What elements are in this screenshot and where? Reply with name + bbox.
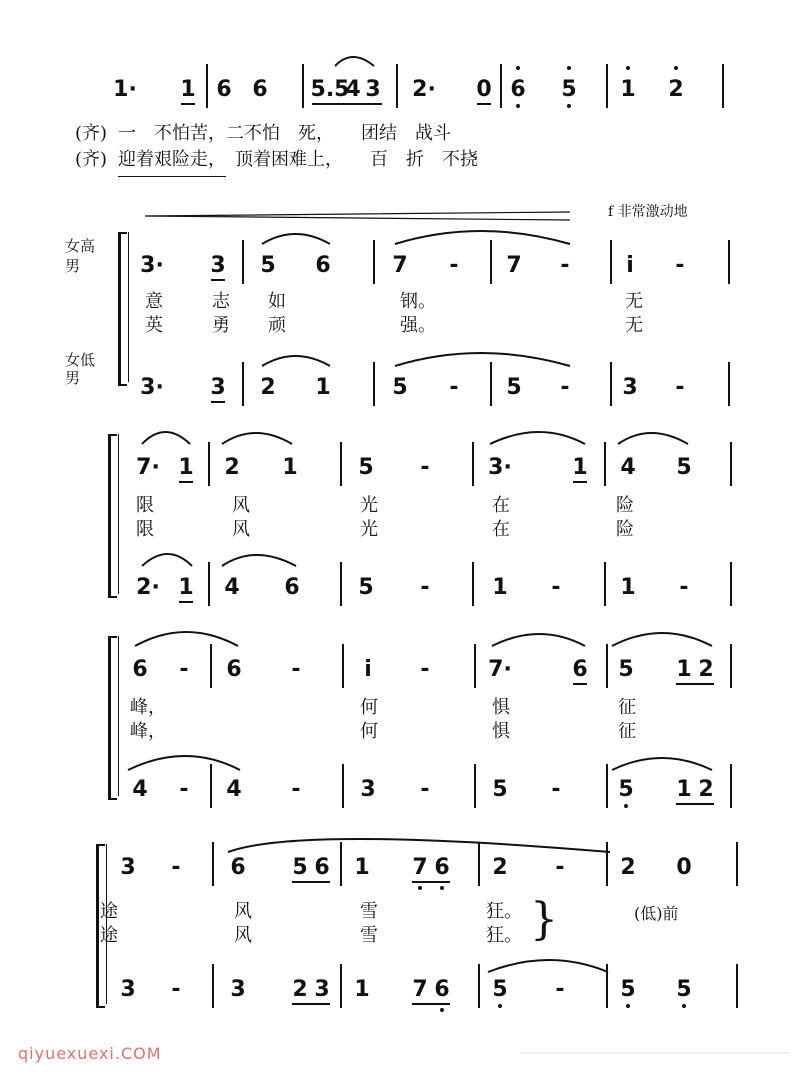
barline bbox=[340, 562, 342, 606]
underline bbox=[211, 279, 225, 281]
note: 6 bbox=[252, 77, 268, 102]
note: - bbox=[560, 375, 570, 400]
barline bbox=[206, 64, 208, 108]
slur bbox=[135, 632, 238, 646]
note: 3· bbox=[488, 455, 512, 480]
barline bbox=[730, 644, 732, 688]
barline bbox=[500, 64, 502, 108]
lyric: 顽 bbox=[268, 315, 286, 336]
note: 5 bbox=[620, 977, 636, 1002]
note: 5 bbox=[358, 455, 374, 480]
note: 4 bbox=[132, 777, 148, 802]
barline bbox=[472, 442, 474, 486]
high-dot bbox=[674, 66, 678, 70]
barline bbox=[490, 240, 492, 284]
note: 4 bbox=[345, 77, 361, 102]
note: 1 bbox=[492, 575, 508, 600]
barline bbox=[610, 240, 612, 284]
lyric: 光 bbox=[360, 495, 378, 516]
lyric: 惧 bbox=[492, 697, 510, 718]
note: 3 bbox=[120, 855, 136, 880]
high-dot bbox=[626, 66, 630, 70]
system-bracket bbox=[118, 232, 127, 386]
note: - bbox=[420, 777, 430, 802]
underline bbox=[211, 401, 225, 403]
lyric: 意 bbox=[145, 291, 163, 312]
barline bbox=[210, 764, 212, 808]
note: 7 bbox=[506, 253, 522, 278]
barline bbox=[606, 644, 608, 688]
part-label-bottom: 女低 bbox=[65, 351, 96, 369]
slur bbox=[222, 433, 292, 444]
note: 1 bbox=[354, 855, 370, 880]
underline bbox=[573, 481, 587, 483]
lyric: 途 bbox=[100, 901, 118, 922]
note: - bbox=[420, 657, 430, 682]
note: 5 bbox=[292, 855, 308, 880]
note: 2 bbox=[260, 375, 276, 400]
underline bbox=[477, 103, 491, 105]
lyric: 险 bbox=[616, 519, 634, 540]
note: 6 bbox=[314, 855, 330, 880]
lyric: 风 bbox=[232, 495, 250, 516]
note: 7 bbox=[412, 855, 428, 880]
barline bbox=[490, 362, 492, 406]
note: - bbox=[420, 455, 430, 480]
note: 1 bbox=[620, 77, 636, 102]
part-label-top: 女高 bbox=[65, 237, 96, 255]
note: 6 bbox=[434, 977, 450, 1002]
low-dot bbox=[498, 1004, 502, 1008]
note: 6 bbox=[510, 77, 526, 102]
barline bbox=[396, 64, 398, 108]
lyric: 志 bbox=[212, 291, 230, 312]
slur bbox=[492, 634, 585, 646]
note: - bbox=[679, 575, 689, 600]
barline bbox=[242, 240, 244, 284]
barline bbox=[210, 644, 212, 688]
note: 1· bbox=[113, 77, 137, 102]
barline bbox=[606, 964, 608, 1008]
system-bracket bbox=[108, 636, 117, 800]
note: - bbox=[171, 977, 181, 1002]
note: 2 bbox=[292, 977, 308, 1002]
lyric: 何 bbox=[360, 697, 378, 718]
lyric: 途 bbox=[100, 925, 118, 946]
underline bbox=[344, 103, 382, 105]
system-line bbox=[118, 636, 119, 796]
lyric: 风 bbox=[232, 519, 250, 540]
slur bbox=[128, 756, 240, 770]
note: - bbox=[449, 375, 459, 400]
lyric: 峰， bbox=[130, 697, 166, 718]
lyric-line-2: 迎着艰险走， 顶着困难上， 百 折 不挠 bbox=[118, 149, 478, 170]
note: 2· bbox=[412, 77, 436, 102]
note: 3 bbox=[120, 977, 136, 1002]
barline bbox=[730, 764, 732, 808]
barline bbox=[208, 442, 210, 486]
note: 4 bbox=[224, 575, 240, 600]
slur bbox=[395, 231, 570, 244]
underline bbox=[676, 683, 714, 685]
slur bbox=[395, 353, 570, 366]
barline bbox=[472, 562, 474, 606]
note: - bbox=[179, 657, 189, 682]
barline bbox=[728, 362, 730, 406]
note: 3 bbox=[622, 375, 638, 400]
bottom-scan-line bbox=[520, 1052, 790, 1054]
note: 5 bbox=[506, 375, 522, 400]
underline bbox=[292, 1003, 330, 1005]
note: - bbox=[171, 855, 181, 880]
barline bbox=[340, 964, 342, 1008]
barline bbox=[606, 842, 608, 886]
barline bbox=[728, 240, 730, 284]
brace: } bbox=[530, 894, 558, 945]
barline bbox=[474, 644, 476, 688]
note: - bbox=[675, 375, 685, 400]
barline bbox=[478, 964, 480, 1008]
slur bbox=[612, 633, 712, 646]
note: 2 bbox=[620, 855, 636, 880]
note: 3 bbox=[210, 253, 226, 278]
note: 2 bbox=[492, 855, 508, 880]
note: - bbox=[551, 777, 561, 802]
note: 7· bbox=[136, 455, 160, 480]
high-dot bbox=[516, 66, 520, 70]
slur bbox=[262, 356, 330, 366]
note: 5 bbox=[492, 977, 508, 1002]
note: 1 bbox=[282, 455, 298, 480]
note: 2 bbox=[668, 77, 684, 102]
underline bbox=[676, 803, 714, 805]
lyric: 险 bbox=[616, 495, 634, 516]
low-dot bbox=[516, 104, 520, 108]
lyric-prefix: (齐) bbox=[75, 149, 108, 170]
lyric-line-1: 一 不怕苦，二不怕 死， 团结 战斗 bbox=[118, 123, 451, 144]
system-line bbox=[128, 232, 129, 382]
lyric: 狂。 bbox=[486, 901, 522, 922]
barline bbox=[606, 764, 608, 808]
note: 0 bbox=[476, 77, 492, 102]
lyric: 风 bbox=[234, 901, 252, 922]
note: 1 bbox=[676, 777, 692, 802]
barline bbox=[736, 964, 738, 1008]
barline bbox=[474, 764, 476, 808]
lyric: 惧 bbox=[492, 721, 510, 742]
barline bbox=[730, 442, 732, 486]
note: 3 bbox=[230, 977, 246, 1002]
note: - bbox=[555, 977, 565, 1002]
note: 5.5 bbox=[310, 77, 350, 102]
note: 5 bbox=[561, 77, 577, 102]
note: 2 bbox=[698, 657, 714, 682]
note: 4 bbox=[226, 777, 242, 802]
note: 6 bbox=[315, 253, 331, 278]
lyric: 限 bbox=[136, 519, 154, 540]
note: 3· bbox=[140, 375, 164, 400]
note: 1 bbox=[676, 657, 692, 682]
note: 1 bbox=[180, 77, 196, 102]
note: 1 bbox=[354, 977, 370, 1002]
note: 5 bbox=[618, 657, 634, 682]
lyric: 在 bbox=[492, 519, 510, 540]
note: 2· bbox=[136, 575, 160, 600]
lyric: 勇 bbox=[212, 315, 230, 336]
high-dot bbox=[567, 66, 571, 70]
barline bbox=[342, 644, 344, 688]
low-dot bbox=[440, 886, 444, 890]
note: 6 bbox=[216, 77, 232, 102]
note: 6 bbox=[226, 657, 242, 682]
low-part-cue: (低)前 bbox=[634, 904, 679, 923]
barline bbox=[340, 842, 342, 886]
lyric: 无 bbox=[625, 291, 643, 312]
lyric: 限 bbox=[136, 495, 154, 516]
barline bbox=[730, 562, 732, 606]
note: - bbox=[555, 855, 565, 880]
lyric: 风 bbox=[234, 925, 252, 946]
barline bbox=[340, 442, 342, 486]
lyric: 征 bbox=[618, 721, 636, 742]
dynamic-marking: f 非常激动地 bbox=[608, 204, 688, 220]
note: 0 bbox=[676, 855, 692, 880]
system-bracket bbox=[108, 434, 117, 598]
slur bbox=[488, 960, 608, 972]
underline bbox=[179, 601, 193, 603]
barline bbox=[604, 442, 606, 486]
barline bbox=[604, 562, 606, 606]
lyric: 狂。 bbox=[486, 925, 522, 946]
part-label-bottom-male: 男 bbox=[65, 369, 81, 387]
underline bbox=[181, 103, 195, 105]
note: 2 bbox=[698, 777, 714, 802]
watermark: qiyuexuexi.COM bbox=[18, 1044, 162, 1063]
note: 1 bbox=[315, 375, 331, 400]
lyric: 无 bbox=[625, 315, 643, 336]
lyric: 强。 bbox=[400, 315, 436, 336]
note: 3· bbox=[140, 253, 164, 278]
note: i bbox=[626, 253, 634, 278]
barline bbox=[722, 64, 724, 108]
barline bbox=[610, 362, 612, 406]
note: - bbox=[560, 253, 570, 278]
underline bbox=[179, 481, 193, 483]
note: 5 bbox=[676, 455, 692, 480]
note: - bbox=[179, 777, 189, 802]
lyric: 雪 bbox=[360, 901, 378, 922]
slur bbox=[228, 839, 610, 852]
low-dot bbox=[440, 1008, 444, 1012]
low-dot bbox=[682, 1004, 686, 1008]
barline bbox=[208, 562, 210, 606]
low-dot bbox=[626, 1004, 630, 1008]
lyric-prefix: (齐) bbox=[75, 123, 108, 144]
barline bbox=[342, 764, 344, 808]
underline bbox=[292, 881, 330, 883]
lyric: 英 bbox=[145, 315, 163, 336]
note: 4 bbox=[620, 455, 636, 480]
note: 3 bbox=[365, 77, 381, 102]
note: i bbox=[364, 657, 372, 682]
lyric: 峰， bbox=[130, 721, 166, 742]
slur bbox=[142, 554, 192, 566]
note: 1 bbox=[572, 455, 588, 480]
system-line bbox=[118, 434, 119, 594]
note: 5 bbox=[392, 375, 408, 400]
barline bbox=[212, 842, 214, 886]
note: 5 bbox=[260, 253, 276, 278]
system-line bbox=[106, 844, 107, 1004]
lyric: 如 bbox=[268, 291, 286, 312]
low-dot bbox=[624, 804, 628, 808]
slur bbox=[262, 234, 330, 244]
note: 1 bbox=[620, 575, 636, 600]
note: 2 bbox=[224, 455, 240, 480]
note: 5 bbox=[492, 777, 508, 802]
barline bbox=[606, 64, 608, 108]
note: - bbox=[291, 777, 301, 802]
slur bbox=[335, 57, 374, 66]
note: 3 bbox=[210, 375, 226, 400]
note: - bbox=[449, 253, 459, 278]
barline bbox=[478, 842, 480, 886]
slur bbox=[612, 758, 712, 770]
note: 6 bbox=[434, 855, 450, 880]
note: 6 bbox=[284, 575, 300, 600]
slur bbox=[618, 433, 688, 444]
note: 3 bbox=[360, 777, 376, 802]
note: 7· bbox=[488, 657, 512, 682]
barline bbox=[242, 362, 244, 406]
lyric: 何 bbox=[360, 721, 378, 742]
note: 5 bbox=[618, 777, 634, 802]
note: - bbox=[675, 253, 685, 278]
note: 5 bbox=[358, 575, 374, 600]
note: - bbox=[551, 575, 561, 600]
lyric-underline bbox=[118, 176, 226, 177]
lyric: 雪 bbox=[360, 925, 378, 946]
underline bbox=[412, 1003, 450, 1005]
low-dot bbox=[567, 104, 571, 108]
note: 5 bbox=[676, 977, 692, 1002]
barline bbox=[373, 240, 375, 284]
underline bbox=[573, 683, 587, 685]
note: 1 bbox=[178, 575, 194, 600]
barline bbox=[373, 362, 375, 406]
note: - bbox=[420, 575, 430, 600]
note: 6 bbox=[230, 855, 246, 880]
note: 1 bbox=[178, 455, 194, 480]
note: 6 bbox=[132, 657, 148, 682]
crescendo-hairpin bbox=[145, 212, 570, 220]
lyric: 光 bbox=[360, 519, 378, 540]
slur bbox=[222, 555, 296, 566]
barline bbox=[212, 964, 214, 1008]
part-label-top-male: 男 bbox=[65, 257, 81, 275]
note: 7 bbox=[412, 977, 428, 1002]
underline bbox=[412, 881, 450, 883]
slur bbox=[142, 432, 190, 444]
note: 6 bbox=[572, 657, 588, 682]
barline bbox=[302, 64, 304, 108]
barline bbox=[736, 842, 738, 886]
note: - bbox=[291, 657, 301, 682]
note: 3 bbox=[314, 977, 330, 1002]
low-dot bbox=[418, 886, 422, 890]
lyric: 征 bbox=[618, 697, 636, 718]
lyric: 钢。 bbox=[400, 291, 436, 312]
slur bbox=[490, 432, 585, 444]
note: 7 bbox=[392, 253, 408, 278]
lyric: 在 bbox=[492, 495, 510, 516]
